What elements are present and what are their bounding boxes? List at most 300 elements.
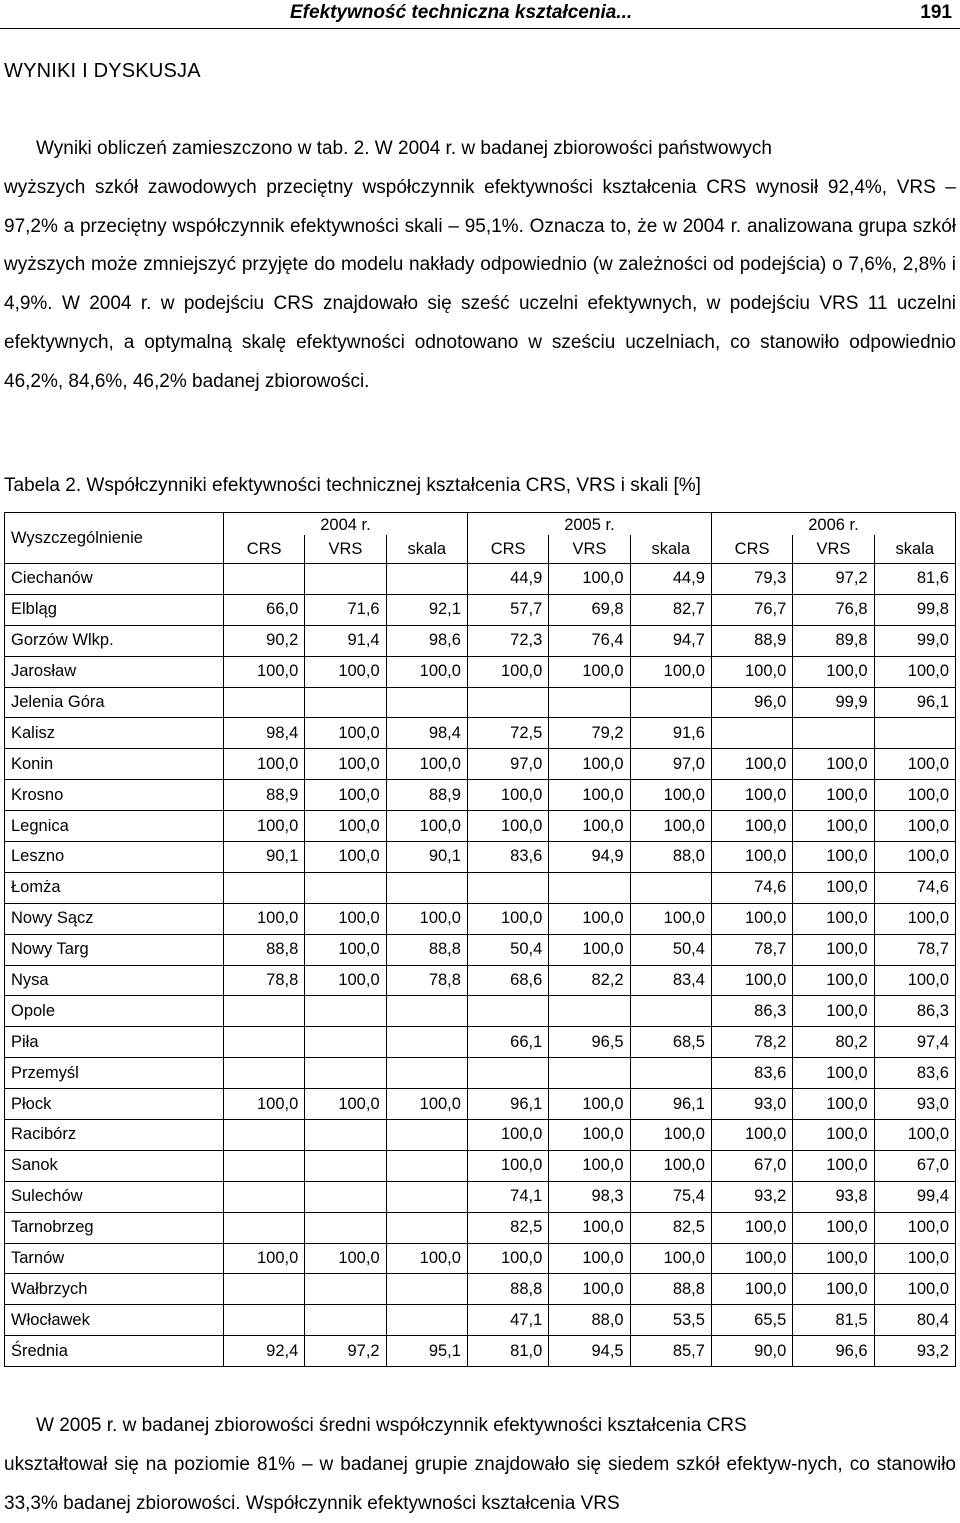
value-cell: 100,0 — [630, 811, 711, 842]
value-cell: 78,7 — [711, 934, 792, 965]
value-cell: 66,1 — [467, 1027, 548, 1058]
value-cell: 100,0 — [223, 903, 304, 934]
paragraph-body: ukształtował się na poziomie 81% – w badanej grupie znajdowało się siedem szkół efektyw-nych, co stanowiło 33,3% badanej zbiorowości. Współczynnik efektywności kształcenia VRS — [4, 1453, 956, 1514]
value-cell: 100,0 — [223, 1243, 304, 1274]
value-cell: 98,3 — [549, 1181, 630, 1212]
table-body — [5, 564, 956, 1367]
value-cell — [305, 687, 386, 718]
value-cell: 80,2 — [793, 1027, 874, 1058]
value-cell: 68,6 — [467, 965, 548, 996]
value-cell: 96,0 — [711, 687, 792, 718]
value-cell: 88,0 — [549, 1305, 630, 1336]
value-cell: 100,0 — [793, 996, 874, 1027]
value-cell: 100,0 — [467, 1120, 548, 1151]
value-cell: 82,2 — [549, 965, 630, 996]
value-cell: 93,0 — [711, 1089, 792, 1120]
value-cell: 98,6 — [386, 625, 467, 656]
value-cell — [386, 1212, 467, 1243]
value-cell: 81,0 — [467, 1336, 548, 1367]
value-cell: 100,0 — [549, 1150, 630, 1181]
value-cell: 93,2 — [874, 1336, 955, 1367]
value-cell: 88,8 — [386, 934, 467, 965]
value-cell — [305, 996, 386, 1027]
value-cell: 100,0 — [793, 1150, 874, 1181]
table-row — [5, 656, 956, 687]
row-name-cell: Leszno — [5, 842, 224, 873]
paragraph-first-line: Wyniki obliczeń zamieszczono w tab. 2. W 2004 r. w badanej zbiorowości państwowych — [36, 138, 772, 159]
value-cell: 86,3 — [874, 996, 955, 1027]
value-cell: 100,0 — [711, 1120, 792, 1151]
value-cell: 100,0 — [874, 1212, 955, 1243]
value-cell: 100,0 — [305, 811, 386, 842]
value-cell — [549, 687, 630, 718]
table-header-row-years — [5, 513, 956, 536]
value-cell — [223, 1305, 304, 1336]
value-cell: 100,0 — [711, 965, 792, 996]
value-cell: 68,5 — [630, 1027, 711, 1058]
value-cell — [305, 1212, 386, 1243]
value-cell: 100,0 — [223, 811, 304, 842]
value-cell: 100,0 — [549, 780, 630, 811]
value-cell: 100,0 — [386, 903, 467, 934]
value-cell: 100,0 — [549, 1243, 630, 1274]
value-cell — [305, 564, 386, 595]
row-name-cell: Średnia — [5, 1336, 224, 1367]
value-cell: 88,0 — [630, 842, 711, 873]
page-header — [0, 0, 960, 29]
value-cell: 74,6 — [874, 872, 955, 903]
value-cell: 82,5 — [630, 1212, 711, 1243]
value-cell: 100,0 — [874, 780, 955, 811]
value-cell: 72,3 — [467, 625, 548, 656]
year-header-2006: 2006 r. — [711, 513, 955, 536]
row-name-cell: Tarnobrzeg — [5, 1212, 224, 1243]
value-cell: 50,4 — [630, 934, 711, 965]
value-cell: 100,0 — [386, 811, 467, 842]
value-cell: 76,8 — [793, 594, 874, 625]
value-cell: 100,0 — [467, 780, 548, 811]
row-name-cell: Jarosław — [5, 656, 224, 687]
table-row — [5, 1120, 956, 1151]
row-name-cell: Legnica — [5, 811, 224, 842]
value-cell: 100,0 — [305, 1089, 386, 1120]
table-row — [5, 903, 956, 934]
value-cell: 100,0 — [305, 718, 386, 749]
value-cell — [223, 1181, 304, 1212]
year-header-2005: 2005 r. — [467, 513, 711, 536]
value-cell: 100,0 — [549, 564, 630, 595]
value-cell: 100,0 — [223, 1089, 304, 1120]
value-cell: 47,1 — [467, 1305, 548, 1336]
value-cell: 100,0 — [793, 1212, 874, 1243]
value-cell: 97,4 — [874, 1027, 955, 1058]
subheader-skala: skala — [386, 535, 467, 564]
table-row — [5, 872, 956, 903]
value-cell — [223, 1027, 304, 1058]
value-cell: 100,0 — [711, 1274, 792, 1305]
value-cell: 99,4 — [874, 1181, 955, 1212]
value-cell — [223, 1212, 304, 1243]
value-cell: 97,2 — [305, 1336, 386, 1367]
row-name-cell: Jelenia Góra — [5, 687, 224, 718]
value-cell: 100,0 — [793, 965, 874, 996]
value-cell: 91,4 — [305, 625, 386, 656]
value-cell: 94,5 — [549, 1336, 630, 1367]
value-cell: 80,4 — [874, 1305, 955, 1336]
value-cell: 67,0 — [711, 1150, 792, 1181]
value-cell: 100,0 — [793, 1120, 874, 1151]
value-cell — [630, 872, 711, 903]
value-cell: 88,9 — [386, 780, 467, 811]
table-row — [5, 1089, 956, 1120]
value-cell: 100,0 — [630, 1150, 711, 1181]
value-cell: 100,0 — [711, 811, 792, 842]
value-cell — [630, 687, 711, 718]
value-cell: 81,6 — [874, 564, 955, 595]
value-cell — [305, 1305, 386, 1336]
value-cell: 88,9 — [711, 625, 792, 656]
subheader-crs: CRS — [467, 535, 548, 564]
row-name-cell: Tarnów — [5, 1243, 224, 1274]
value-cell: 100,0 — [793, 872, 874, 903]
table-row — [5, 1058, 956, 1089]
value-cell — [386, 1150, 467, 1181]
value-cell: 83,6 — [874, 1058, 955, 1089]
value-cell — [467, 687, 548, 718]
value-cell — [223, 1120, 304, 1151]
value-cell: 100,0 — [793, 780, 874, 811]
paragraph-body: wyższych szkół zawodowych przeciętny współczynnik efektywności kształcenia CRS wynosił 92,4%, VRS – 97,2% a przeciętny współczynnik efektywności skali – 95,1%. Oznacza to, że w 2004 r. analizowana grupa szkół wyższych może zmniejszyć przyjęte do modelu nakłady odpowiednio (w zależności od podejścia) o 7,6%, 2,8% i 4,9%. W 2004 r. w podejściu CRS znajdowało się sześć uczelni efektywnych, w podejściu VRS 11 uczelni efektywnych, a optymalną skalę efektywności odnotowano w sześciu uczelniach, co stanowiło odpowiednio 46,2%, 84,6%, 46,2% badanej zbiorowości. — [4, 176, 956, 392]
value-cell: 100,0 — [711, 1212, 792, 1243]
value-cell — [305, 1274, 386, 1305]
table-row — [5, 842, 956, 873]
value-cell — [305, 872, 386, 903]
value-cell: 88,8 — [467, 1274, 548, 1305]
value-cell: 94,7 — [630, 625, 711, 656]
value-cell — [305, 1120, 386, 1151]
table-row — [5, 625, 956, 656]
value-cell — [223, 1274, 304, 1305]
value-cell: 100,0 — [711, 1243, 792, 1274]
table-row — [5, 1150, 956, 1181]
table-row — [5, 564, 956, 595]
value-cell: 100,0 — [549, 656, 630, 687]
paragraph-first-line: W 2005 r. w badanej zbiorowości średni współczynnik efektywności kształcenia CRS — [36, 1415, 747, 1436]
value-cell — [223, 872, 304, 903]
value-cell: 100,0 — [305, 1243, 386, 1274]
row-name-cell: Konin — [5, 749, 224, 780]
value-cell: 100,0 — [874, 749, 955, 780]
value-cell: 100,0 — [630, 1243, 711, 1274]
row-name-cell: Sulechów — [5, 1181, 224, 1212]
value-cell: 85,7 — [630, 1336, 711, 1367]
value-cell: 92,4 — [223, 1336, 304, 1367]
value-cell: 100,0 — [711, 903, 792, 934]
value-cell: 100,0 — [549, 1212, 630, 1243]
subheader-vrs: VRS — [305, 535, 386, 564]
value-cell — [874, 718, 955, 749]
value-cell: 100,0 — [305, 934, 386, 965]
subheader-skala: skala — [630, 535, 711, 564]
section-heading: WYNIKI I DYSKUSJA — [4, 60, 201, 82]
table-row — [5, 1212, 956, 1243]
value-cell: 96,1 — [630, 1089, 711, 1120]
value-cell: 50,4 — [467, 934, 548, 965]
value-cell: 96,1 — [874, 687, 955, 718]
value-cell: 100,0 — [630, 656, 711, 687]
value-cell: 100,0 — [793, 842, 874, 873]
value-cell — [467, 872, 548, 903]
row-name-cell: Racibórz — [5, 1120, 224, 1151]
value-cell: 94,9 — [549, 842, 630, 873]
value-cell: 76,4 — [549, 625, 630, 656]
row-name-cell: Wałbrzych — [5, 1274, 224, 1305]
value-cell: 76,7 — [711, 594, 792, 625]
table-row — [5, 1181, 956, 1212]
subheader-crs: CRS — [223, 535, 304, 564]
value-cell: 93,8 — [793, 1181, 874, 1212]
value-cell: 100,0 — [874, 1120, 955, 1151]
value-cell: 74,1 — [467, 1181, 548, 1212]
value-cell: 99,8 — [874, 594, 955, 625]
table-row — [5, 965, 956, 996]
continuation-paragraph — [4, 1407, 956, 1523]
value-cell: 100,0 — [874, 965, 955, 996]
value-cell — [386, 1120, 467, 1151]
value-cell — [223, 687, 304, 718]
value-cell: 44,9 — [467, 564, 548, 595]
value-cell: 100,0 — [549, 1089, 630, 1120]
value-cell: 100,0 — [467, 1150, 548, 1181]
value-cell: 81,5 — [793, 1305, 874, 1336]
value-cell: 100,0 — [793, 1058, 874, 1089]
value-cell: 66,0 — [223, 594, 304, 625]
value-cell — [305, 1058, 386, 1089]
results-paragraph — [4, 130, 956, 402]
year-header-2004: 2004 r. — [223, 513, 467, 536]
value-cell: 100,0 — [711, 842, 792, 873]
value-cell — [305, 1150, 386, 1181]
value-cell: 88,9 — [223, 780, 304, 811]
value-cell — [549, 1058, 630, 1089]
value-cell: 86,3 — [711, 996, 792, 1027]
value-cell: 100,0 — [549, 903, 630, 934]
value-cell — [711, 718, 792, 749]
row-name-cell: Elbląg — [5, 594, 224, 625]
subheader-vrs: VRS — [793, 535, 874, 564]
row-name-cell: Ciechanów — [5, 564, 224, 595]
value-cell — [386, 1027, 467, 1058]
table-row — [5, 996, 956, 1027]
value-cell: 100,0 — [711, 656, 792, 687]
value-cell: 100,0 — [549, 811, 630, 842]
value-cell — [386, 996, 467, 1027]
value-cell — [386, 1058, 467, 1089]
value-cell: 90,2 — [223, 625, 304, 656]
value-cell: 100,0 — [467, 811, 548, 842]
value-cell — [386, 872, 467, 903]
value-cell: 83,6 — [467, 842, 548, 873]
table-row — [5, 811, 956, 842]
value-cell: 100,0 — [874, 842, 955, 873]
value-cell: 100,0 — [630, 780, 711, 811]
value-cell: 79,3 — [711, 564, 792, 595]
value-cell — [549, 872, 630, 903]
value-cell: 99,9 — [793, 687, 874, 718]
value-cell: 100,0 — [874, 656, 955, 687]
value-cell: 100,0 — [386, 1089, 467, 1120]
row-name-cell: Przemyśl — [5, 1058, 224, 1089]
value-cell: 100,0 — [549, 934, 630, 965]
value-cell: 100,0 — [467, 1243, 548, 1274]
value-cell — [223, 996, 304, 1027]
table-row — [5, 780, 956, 811]
value-cell: 53,5 — [630, 1305, 711, 1336]
table-row — [5, 1243, 956, 1274]
value-cell: 78,7 — [874, 934, 955, 965]
table-row — [5, 749, 956, 780]
row-name-cell: Sanok — [5, 1150, 224, 1181]
value-cell — [630, 1058, 711, 1089]
value-cell: 100,0 — [305, 749, 386, 780]
value-cell — [223, 1150, 304, 1181]
value-cell: 100,0 — [467, 903, 548, 934]
table-row — [5, 1336, 956, 1367]
page-number: 191 — [920, 2, 952, 23]
row-name-cell: Nowy Sącz — [5, 903, 224, 934]
value-cell: 97,0 — [630, 749, 711, 780]
table-caption: Tabela 2. Współczynniki efektywności technicznej kształcenia CRS, VRS i skali [%] — [4, 475, 701, 496]
value-cell: 100,0 — [874, 811, 955, 842]
value-cell: 100,0 — [793, 1274, 874, 1305]
value-cell — [223, 564, 304, 595]
value-cell: 100,0 — [305, 965, 386, 996]
value-cell: 100,0 — [630, 903, 711, 934]
value-cell: 100,0 — [223, 656, 304, 687]
table-row — [5, 687, 956, 718]
value-cell: 74,6 — [711, 872, 792, 903]
value-cell: 95,1 — [386, 1336, 467, 1367]
value-cell — [793, 718, 874, 749]
value-cell: 96,6 — [793, 1336, 874, 1367]
value-cell: 100,0 — [874, 903, 955, 934]
value-cell — [467, 1058, 548, 1089]
value-cell: 100,0 — [305, 780, 386, 811]
value-cell — [386, 564, 467, 595]
row-name-cell: Łomża — [5, 872, 224, 903]
value-cell: 100,0 — [793, 1089, 874, 1120]
value-cell: 93,0 — [874, 1089, 955, 1120]
value-cell — [305, 1181, 386, 1212]
value-cell: 100,0 — [793, 749, 874, 780]
value-cell: 90,1 — [386, 842, 467, 873]
table-row — [5, 594, 956, 625]
value-cell: 71,6 — [305, 594, 386, 625]
value-cell: 100,0 — [793, 903, 874, 934]
value-cell: 97,2 — [793, 564, 874, 595]
subheader-skala: skala — [874, 535, 955, 564]
value-cell: 97,0 — [467, 749, 548, 780]
value-cell: 100,0 — [386, 656, 467, 687]
value-cell: 93,2 — [711, 1181, 792, 1212]
value-cell: 91,6 — [630, 718, 711, 749]
value-cell — [549, 996, 630, 1027]
value-cell: 78,2 — [711, 1027, 792, 1058]
value-cell — [386, 1305, 467, 1336]
value-cell: 78,8 — [223, 965, 304, 996]
value-cell: 100,0 — [793, 1243, 874, 1274]
value-cell: 78,8 — [386, 965, 467, 996]
running-title: Efektywność techniczna kształcenia... — [290, 2, 633, 23]
subheader-vrs: VRS — [549, 535, 630, 564]
table-row — [5, 1305, 956, 1336]
value-cell: 100,0 — [549, 1274, 630, 1305]
value-cell: 69,8 — [549, 594, 630, 625]
value-cell: 82,7 — [630, 594, 711, 625]
table-row — [5, 1027, 956, 1058]
value-cell: 100,0 — [793, 934, 874, 965]
value-cell: 100,0 — [467, 656, 548, 687]
row-name-cell: Kalisz — [5, 718, 224, 749]
value-cell: 100,0 — [549, 749, 630, 780]
efficiency-table — [4, 512, 956, 1367]
value-cell: 100,0 — [711, 749, 792, 780]
value-cell: 67,0 — [874, 1150, 955, 1181]
row-name-cell: Nysa — [5, 965, 224, 996]
row-name-cell: Nowy Targ — [5, 934, 224, 965]
value-cell: 100,0 — [305, 656, 386, 687]
row-name-cell: Opole — [5, 996, 224, 1027]
value-cell: 100,0 — [386, 1243, 467, 1274]
value-cell: 57,7 — [467, 594, 548, 625]
row-name-cell: Włocławek — [5, 1305, 224, 1336]
value-cell: 65,5 — [711, 1305, 792, 1336]
subheader-crs: CRS — [711, 535, 792, 564]
value-cell: 100,0 — [386, 749, 467, 780]
value-cell — [305, 1027, 386, 1058]
value-cell: 75,4 — [630, 1181, 711, 1212]
value-cell: 100,0 — [630, 1120, 711, 1151]
value-cell: 44,9 — [630, 564, 711, 595]
value-cell: 100,0 — [874, 1243, 955, 1274]
value-cell: 72,5 — [467, 718, 548, 749]
row-name-cell: Płock — [5, 1089, 224, 1120]
value-cell — [386, 1181, 467, 1212]
value-cell: 90,1 — [223, 842, 304, 873]
value-cell: 96,5 — [549, 1027, 630, 1058]
value-cell: 82,5 — [467, 1212, 548, 1243]
value-cell — [386, 1274, 467, 1305]
value-cell: 100,0 — [793, 811, 874, 842]
value-cell: 98,4 — [386, 718, 467, 749]
value-cell: 83,4 — [630, 965, 711, 996]
value-cell — [386, 687, 467, 718]
value-cell: 96,1 — [467, 1089, 548, 1120]
value-cell: 100,0 — [793, 656, 874, 687]
row-name-cell: Krosno — [5, 780, 224, 811]
value-cell: 79,2 — [549, 718, 630, 749]
value-cell: 100,0 — [305, 842, 386, 873]
value-cell: 89,8 — [793, 625, 874, 656]
value-cell: 83,6 — [711, 1058, 792, 1089]
value-cell: 100,0 — [549, 1120, 630, 1151]
value-cell: 100,0 — [305, 903, 386, 934]
stub-header: Wyszczególnienie — [5, 513, 224, 564]
row-name-cell: Gorzów Wlkp. — [5, 625, 224, 656]
value-cell: 98,4 — [223, 718, 304, 749]
value-cell: 92,1 — [386, 594, 467, 625]
value-cell: 100,0 — [874, 1274, 955, 1305]
